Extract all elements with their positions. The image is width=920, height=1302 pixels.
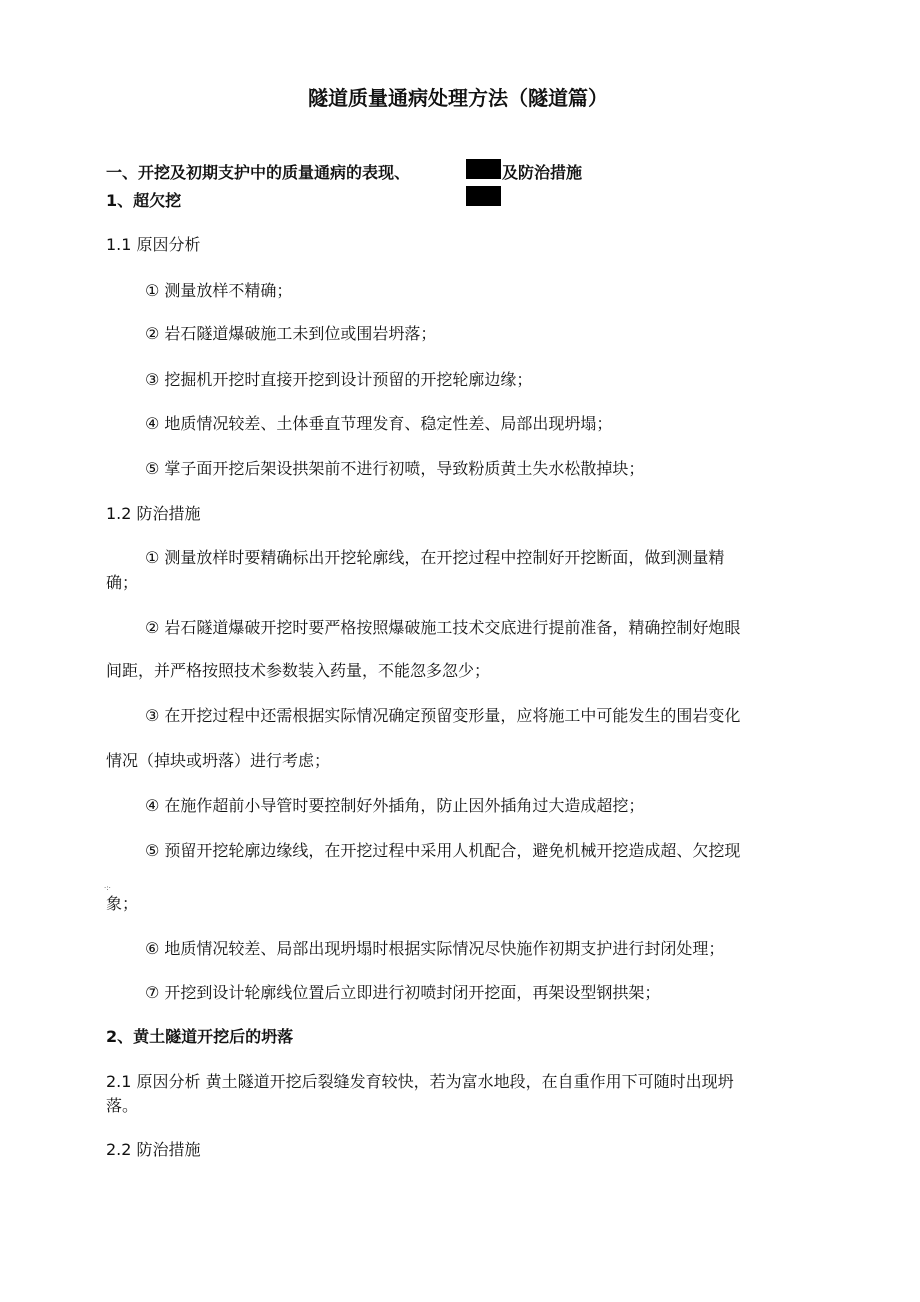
measure-item-continuation: 情况（掉块或坍落）进行考虑； bbox=[106, 751, 331, 770]
redaction-block-upper bbox=[466, 159, 501, 179]
measure-item-continuation: 间距，并严格按照技术参数装入药量，不能忽多忽少； bbox=[106, 661, 491, 680]
document-title: 隧道质量通病处理方法（隧道篇） bbox=[308, 86, 608, 110]
measure-item: ③ 在开挖过程中还需根据实际情况确定预留变形量，应将施工中可能发生的围岩变化 bbox=[145, 706, 741, 725]
measure-item: ① 测量放样时要精确标出开挖轮廓线，在开挖过程中控制好开挖断面，做到测量精 bbox=[145, 548, 725, 567]
measure-item: ④ 在施作超前小导管时要控制好外插角，防止因外插角过大造成超挖； bbox=[145, 796, 645, 815]
measure-item: ⑥ 地质情况较差、局部出现坍塌时根据实际情况尽快施作初期支护进行封闭处理； bbox=[145, 939, 725, 958]
item1-heading: 1、超欠挖 bbox=[106, 191, 182, 210]
cause-item: ② 岩石隧道爆破施工未到位或围岩坍落； bbox=[145, 324, 437, 343]
cause-item: ③ 挖掘机开挖时直接开挖到设计预留的开挖轮廓边缘； bbox=[145, 370, 533, 389]
measure-heading: 1.2 防治措施 bbox=[106, 504, 201, 523]
measure-item-continuation: 确； bbox=[106, 573, 139, 592]
redaction-block-lower bbox=[466, 186, 501, 206]
cause-item: ④ 地质情况较差、土体垂直节理发育、稳定性差、局部出现坍塌； bbox=[145, 414, 613, 433]
measure-item: ② 岩石隧道爆破开挖时要严格按照爆破施工技术交底进行提前准备，精确控制好炮眼 bbox=[145, 618, 741, 637]
cause-item: ⑤ 掌子面开挖后架设拱架前不进行初喷，导致粉质黄土失水松散掉块； bbox=[145, 459, 645, 478]
section-heading-part1: 一、开挖及初期支护中的质量通病的表现、 bbox=[106, 163, 411, 182]
cause-heading: 1.1 原因分析 bbox=[106, 235, 201, 254]
item2-cause: 2.1 原因分析 黄土隧道开挖后裂缝发育较快，若为富水地段，在自重作用下可随时出现坍 bbox=[106, 1072, 734, 1091]
item2-measure-heading: 2.2 防治措施 bbox=[106, 1140, 201, 1159]
measure-item: ⑤ 预留开挖轮廓边缘线，在开挖过程中采用人机配合，避免机械开挖造成超、欠挖现 bbox=[145, 841, 741, 860]
item2-heading: 2、黄土隧道开挖后的坍落 bbox=[106, 1027, 294, 1046]
item2-cause-continuation: 落。 bbox=[106, 1096, 139, 1115]
measure-item-continuation: 象； bbox=[106, 894, 139, 913]
measure-item: ⑦ 开挖到设计轮廓线位置后立即进行初喷封闭开挖面，再架设型钢拱架； bbox=[145, 983, 661, 1002]
section-heading-part2: 及防治措施 bbox=[502, 163, 583, 182]
cause-item: ① 测量放样不精确； bbox=[145, 281, 293, 300]
scan-artifact-mark: ·:· bbox=[104, 884, 111, 892]
